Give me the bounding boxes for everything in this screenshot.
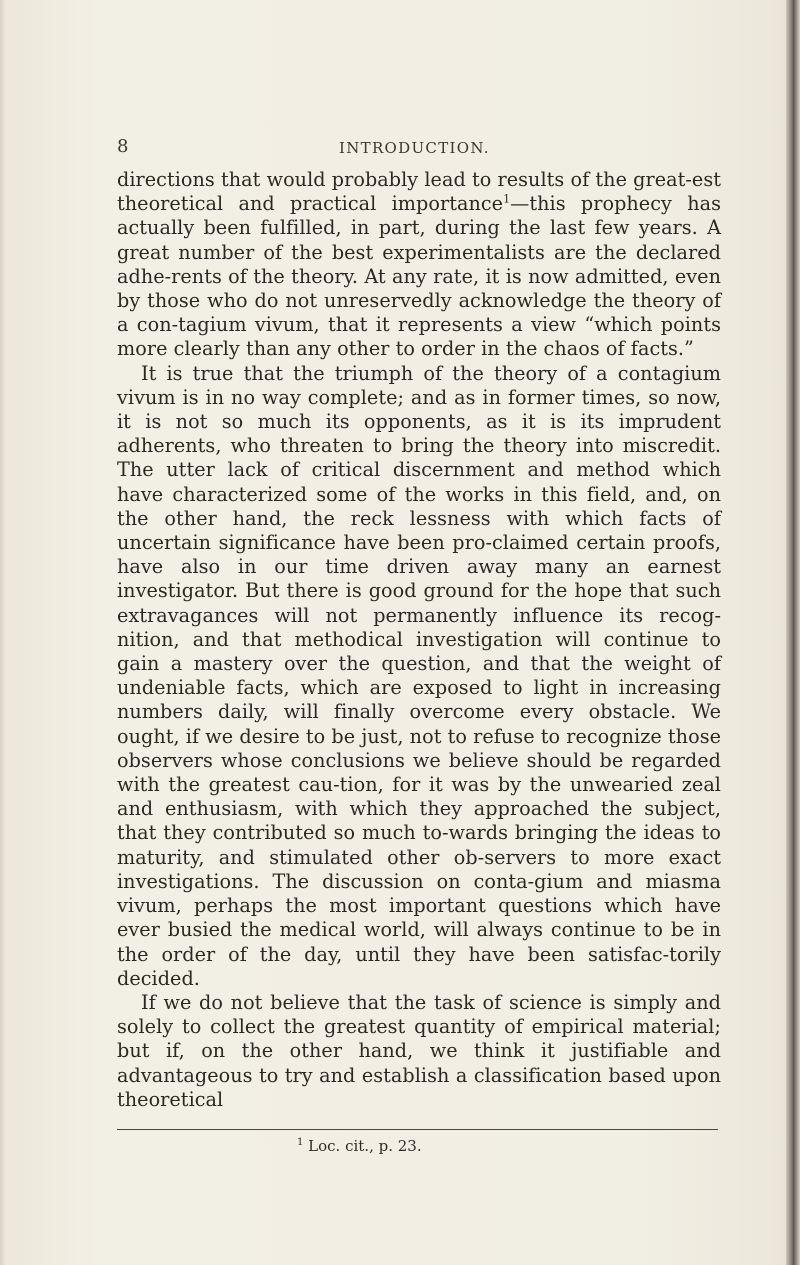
footnote-reference[interactable]: 1 bbox=[503, 192, 511, 206]
footnote-marker: 1 bbox=[297, 1137, 304, 1148]
paragraph: It is true that the triumph of the theory of a contagium vivum is in no way complete; and as in former times, so now, it is not so much its opponents, as it is its imprudent adherents, who threaten to bring the theory into miscredit. The utter lack of critical discernment and method which have characterized some of the works in this field, and, on the other hand, the reck lessness with which facts of uncertain significance have been pro-claimed certain proofs, have also in our time driven away many an earnest investigator. But there is good ground for the hope that such extravagances will not permanently influence its recog-nition, and that methodical investigation will continue to gain a mastery over the question, and that the weight of undeniable facts, which are exposed to light in increasing numbers daily, will finally overcome every obstacle. We ought, if we desire to be just, not to refuse to recognize those observers whose conclusions we believe should be regarded with the greatest cau-tion, for it was by the unwearied zeal and enthusiasm, with which they approached the subject, that they contributed so much to-wards bringing the ideas to maturity, and stimulated other ob-servers to more exact investigations. The discussion on conta-gium and miasma vivum, perhaps the most important questions which have ever busied the medical world, will always continue to be in the order of the day, until they have been satisfac-torily decided. bbox=[117, 361, 721, 990]
paragraph-text: —this prophecy has actually been fulfilled, in part, during the last few years. A great number of the best experimentalists are the declared adhe-rents of the theory. At any rate, it is now admitted, even by those who do not unreservedly acknowledge the theory of a con-tagium vivum, that it represents a view “which points more clearly than any other to order in the chaos of facts.” bbox=[117, 192, 721, 361]
paragraph-text: directions that would probably lead to results of the great-est theoretical and practical importance bbox=[117, 168, 721, 216]
running-title: INTRODUCTION. bbox=[339, 139, 490, 157]
body-text bbox=[117, 168, 721, 1112]
footnote-text: Loc. cit., p. 23. bbox=[308, 1137, 422, 1155]
page-number: 8 bbox=[117, 136, 129, 157]
binding-edge bbox=[786, 0, 800, 1265]
footnote-rule bbox=[117, 1129, 718, 1130]
page-left-shadow bbox=[0, 0, 6, 1265]
paragraph: If we do not believe that the task of science is simply and solely to collect the greatest quantity of empirical material; but if, on the other hand, we think it justifiable and advantageous to try and establish a classification based upon theoretical bbox=[117, 990, 721, 1111]
paragraph bbox=[117, 168, 721, 362]
page-header bbox=[117, 136, 717, 160]
footnote bbox=[297, 1136, 422, 1156]
